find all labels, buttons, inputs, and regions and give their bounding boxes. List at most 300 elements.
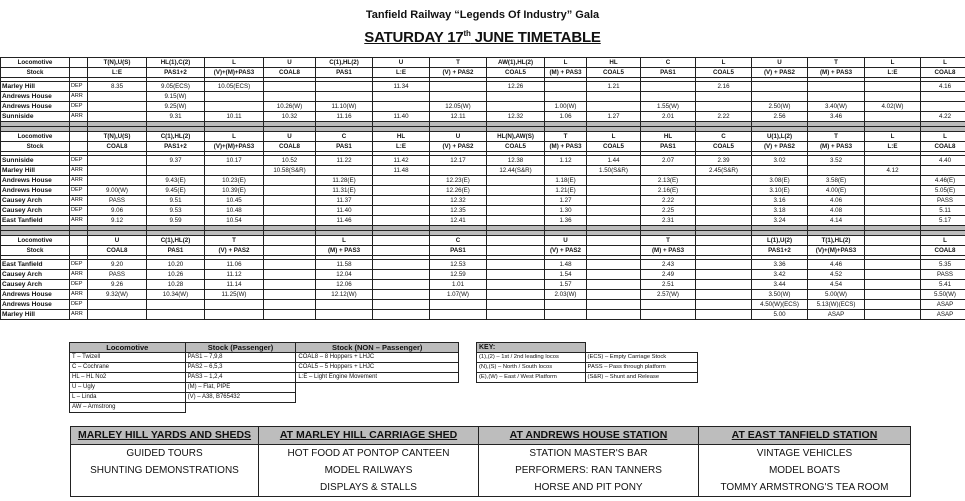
station-name: Causey Arch (1, 270, 70, 280)
time-cell (587, 92, 641, 102)
key-item: (1),(2) – 1st / 2nd leading locos (477, 353, 586, 363)
stock-cell: (V) + PAS2 (545, 246, 587, 256)
legend-header-locomotive: Locomotive (70, 343, 186, 353)
time-cell: 9.51 (147, 196, 205, 206)
time-cell: 1.01 (430, 280, 487, 290)
stock-cell: (M) + PAS3 (545, 68, 587, 78)
time-cell (587, 102, 641, 112)
stock-cell: PAS1+2 (147, 142, 205, 152)
time-cell: 1.00(W) (545, 102, 587, 112)
dir-blank (70, 236, 88, 246)
direction: ARR (70, 196, 88, 206)
stock-cell: COAL5 (696, 142, 752, 152)
stock-cell (373, 246, 430, 256)
key-title-spacer (585, 343, 697, 353)
time-cell: 10.26 (147, 270, 205, 280)
time-cell: 12.44(S&R) (487, 166, 545, 176)
time-cell: PASS (921, 196, 965, 206)
locomotive-cell (696, 236, 752, 246)
locomotive-cell: T (808, 132, 865, 142)
time-cell: 9.59 (147, 216, 205, 226)
time-cell: 9.05(ECS) (147, 82, 205, 92)
locomotive-cell: U (88, 236, 147, 246)
time-cell: 10.11 (205, 112, 264, 122)
time-cell (316, 310, 373, 320)
time-cell: 1.36 (545, 216, 587, 226)
time-cell (696, 310, 752, 320)
event-item: HOT FOOD AT PONTOP CANTEEN (287, 448, 450, 459)
time-cell: 2.31 (641, 216, 696, 226)
time-cell (865, 216, 921, 226)
station-name: Andrews House (1, 290, 70, 300)
stock-cell: PAS1 (316, 68, 373, 78)
legend-passenger: PAS3 – 1,2,4 (185, 373, 296, 383)
locomotive-cell: T (808, 58, 865, 68)
table-row (1, 310, 965, 320)
time-cell: 11.22 (316, 156, 373, 166)
event-item: TOMMY ARMSTRONG'S TEA ROOM (720, 482, 889, 493)
time-cell (641, 166, 696, 176)
time-cell: 12.41 (430, 216, 487, 226)
table-row (1, 280, 965, 290)
time-cell: 4.00(E) (808, 186, 865, 196)
dir-blank (70, 142, 88, 152)
stock-cell: L:E (88, 68, 147, 78)
time-cell (205, 102, 264, 112)
time-cell (88, 92, 147, 102)
table-row (1, 156, 965, 166)
time-cell (641, 300, 696, 310)
time-cell: 4.54 (808, 280, 865, 290)
time-cell (430, 310, 487, 320)
time-cell (808, 166, 865, 176)
time-cell: 10.05(ECS) (205, 82, 264, 92)
time-cell (88, 310, 147, 320)
direction: DEP (70, 300, 88, 310)
time-cell (545, 300, 587, 310)
time-cell: 11.40 (316, 206, 373, 216)
time-cell: 1.27 (545, 196, 587, 206)
time-cell: 11.37 (316, 196, 373, 206)
table-row (1, 260, 965, 270)
time-cell (430, 92, 487, 102)
locomotive-cell: C (696, 132, 752, 142)
time-cell: 12.53 (430, 260, 487, 270)
locomotive-cell: L (545, 58, 587, 68)
time-cell: 10.34(W) (147, 290, 205, 300)
time-cell (264, 186, 316, 196)
time-cell: 4.22 (921, 112, 965, 122)
locomotive-cell: C(1),HL(2) (147, 236, 205, 246)
stock-cell: (V) + PAS2 (752, 142, 808, 152)
time-cell (865, 186, 921, 196)
time-cell: 2.49 (641, 270, 696, 280)
legend-loco: U – Ugly (70, 383, 186, 393)
time-cell: 2.13(E) (641, 176, 696, 186)
key-title: KEY: (477, 343, 586, 353)
time-cell: 10.58(S&R) (264, 166, 316, 176)
time-cell (696, 176, 752, 186)
time-cell (587, 176, 641, 186)
key-item: (E),(W) – East / West Platform (477, 373, 586, 383)
time-cell: 4.06 (808, 196, 865, 206)
time-cell: 2.51 (641, 280, 696, 290)
time-cell: 11.34 (373, 82, 430, 92)
time-cell: 10.45 (205, 196, 264, 206)
time-cell (88, 112, 147, 122)
time-cell (587, 300, 641, 310)
time-cell (587, 290, 641, 300)
time-cell (205, 92, 264, 102)
time-cell (264, 92, 316, 102)
stock-cell: (V) + PAS2 (430, 68, 487, 78)
stock-cell: (M) + PAS3 (808, 68, 865, 78)
station-name: Sunniside (1, 112, 70, 122)
timetable (0, 57, 965, 320)
stock-cell: COAL5 (487, 142, 545, 152)
time-cell (373, 280, 430, 290)
time-cell (545, 92, 587, 102)
stock-cell (264, 246, 316, 256)
table-row (1, 92, 965, 102)
locomotive-cell: HL (641, 132, 696, 142)
time-cell (808, 92, 865, 102)
event-item: MODEL BOATS (768, 465, 841, 476)
locomotive-cell: HL (373, 132, 430, 142)
time-cell: 1.27 (587, 112, 641, 122)
direction: ARR (70, 270, 88, 280)
legend-non-passenger: L:E – Light Engine Movement (296, 373, 459, 383)
time-cell (487, 310, 545, 320)
time-cell: 3.42 (752, 270, 808, 280)
time-cell (264, 216, 316, 226)
direction: DEP (70, 102, 88, 112)
time-cell (264, 310, 316, 320)
locomotive-cell: U (264, 58, 316, 68)
legend-empty (296, 383, 459, 393)
key-item: PASS – Pass through platform (585, 363, 697, 373)
time-cell: 1.06 (545, 112, 587, 122)
time-cell (430, 166, 487, 176)
stock-cell: COAL8 (264, 68, 316, 78)
time-cell (587, 196, 641, 206)
time-cell: 5.41 (921, 280, 965, 290)
time-cell: 1.57 (545, 280, 587, 290)
table-row (1, 176, 965, 186)
table-row (1, 290, 965, 300)
time-cell: 2.01 (641, 112, 696, 122)
time-cell (865, 92, 921, 102)
time-cell (487, 206, 545, 216)
time-cell: 4.50(W)(ECS) (752, 300, 808, 310)
events-header-andrews-house: AT ANDREWS HOUSE STATION (479, 427, 699, 445)
table-row (1, 206, 965, 216)
time-cell (696, 102, 752, 112)
time-cell (373, 310, 430, 320)
time-cell (205, 300, 264, 310)
events-header-marley-hill-yards: MARLEY HILL YARDS AND SHEDS (71, 427, 259, 445)
time-cell: ASAP (921, 300, 965, 310)
time-cell (696, 92, 752, 102)
time-cell: 3.10(E) (752, 186, 808, 196)
time-cell: 5.17 (921, 216, 965, 226)
locomotive-cell: T (205, 236, 264, 246)
time-cell (865, 300, 921, 310)
time-cell: 3.58(E) (808, 176, 865, 186)
time-cell (865, 206, 921, 216)
time-cell (921, 92, 965, 102)
time-cell (865, 176, 921, 186)
time-cell (587, 270, 641, 280)
time-cell: 9.15(W) (147, 92, 205, 102)
time-cell: 5.13(W)(ECS) (808, 300, 865, 310)
stock-cell: PAS1 (430, 246, 487, 256)
time-cell: 9.32(W) (88, 290, 147, 300)
time-cell (865, 82, 921, 92)
locomotive-cell: T(N),U(S) (88, 132, 147, 142)
events-list-andrews-house (479, 445, 699, 497)
locomotive-cell (487, 236, 545, 246)
station-name: Sunniside (1, 156, 70, 166)
events-list-east-tanfield (699, 445, 911, 497)
key-item: (N),(S) – North / South locos (477, 363, 586, 373)
table-row (1, 216, 965, 226)
locomotive-cell: C (316, 132, 373, 142)
time-cell (865, 280, 921, 290)
event-item: STATION MASTER'S BAR (529, 448, 648, 459)
time-cell: 2.43 (641, 260, 696, 270)
time-cell (641, 82, 696, 92)
time-cell: 10.20 (147, 260, 205, 270)
time-cell: 2.07 (641, 156, 696, 166)
time-cell (487, 186, 545, 196)
timetable-title-main: SATURDAY 17 (364, 29, 464, 46)
direction: DEP (70, 260, 88, 270)
legend-loco: T – Twizell (70, 353, 186, 363)
time-cell: 11.42 (373, 156, 430, 166)
table-row (1, 102, 965, 112)
time-cell: 11.58 (316, 260, 373, 270)
time-cell: 2.16 (696, 82, 752, 92)
time-cell: 12.32 (487, 112, 545, 122)
locomotive-cell: U (373, 58, 430, 68)
time-cell (88, 176, 147, 186)
time-cell (373, 270, 430, 280)
time-cell: 11.06 (205, 260, 264, 270)
time-cell (865, 196, 921, 206)
legend-passenger: PAS1 – 7,9,8 (185, 353, 296, 363)
time-cell (587, 310, 641, 320)
locomotive-cell: U (264, 132, 316, 142)
station-name: East Tanfield (1, 216, 70, 226)
time-cell: 1.48 (545, 260, 587, 270)
time-cell (147, 300, 205, 310)
locomotive-cell (373, 236, 430, 246)
time-cell (373, 92, 430, 102)
time-cell: 10.23(E) (205, 176, 264, 186)
time-cell: 4.12 (865, 166, 921, 176)
time-cell: 1.44 (587, 156, 641, 166)
time-cell (264, 196, 316, 206)
time-cell: 11.25(W) (205, 290, 264, 300)
time-cell: 12.32 (430, 196, 487, 206)
direction: DEP (70, 82, 88, 92)
time-cell: 3.46 (808, 112, 865, 122)
stock-cell: COAL8 (921, 142, 965, 152)
locomotive-cell: L (205, 132, 264, 142)
locomotive-cell: HL(N),AW(S) (487, 132, 545, 142)
table-row (1, 112, 965, 122)
time-cell: 4.02(W) (865, 102, 921, 112)
dir-blank (70, 68, 88, 78)
station-name: Andrews House (1, 186, 70, 196)
time-cell: 12.17 (430, 156, 487, 166)
time-cell (430, 300, 487, 310)
locomotive-cell: C(1),HL(2) (316, 58, 373, 68)
time-cell: 1.21(E) (545, 186, 587, 196)
stock-cell: PAS1 (641, 68, 696, 78)
time-cell: 1.50(S&R) (587, 166, 641, 176)
time-cell: 1.54 (545, 270, 587, 280)
time-cell (752, 82, 808, 92)
time-cell (88, 156, 147, 166)
direction: DEP (70, 280, 88, 290)
stock-cell: L:E (373, 142, 430, 152)
time-cell: 9.43(E) (147, 176, 205, 186)
locomotive-cell: C(1),HL(2) (147, 132, 205, 142)
table-row (1, 186, 965, 196)
locomotive-row (1, 58, 965, 68)
events-table (70, 426, 911, 497)
locomotive-cell: L (921, 132, 965, 142)
stock-cell: COAL8 (921, 68, 965, 78)
stock-cell: COAL8 (921, 246, 965, 256)
time-cell (487, 260, 545, 270)
time-cell (865, 290, 921, 300)
time-cell: 9.12 (88, 216, 147, 226)
time-cell (88, 102, 147, 112)
station-name: Andrews House (1, 92, 70, 102)
time-cell: 9.31 (147, 112, 205, 122)
station-name: Andrews House (1, 176, 70, 186)
time-cell (921, 166, 965, 176)
time-cell: 10.54 (205, 216, 264, 226)
stock-cell: COAL8 (264, 142, 316, 152)
time-cell (264, 300, 316, 310)
time-cell (587, 216, 641, 226)
time-cell (373, 300, 430, 310)
stock-cell: PAS1 (316, 142, 373, 152)
time-cell (587, 260, 641, 270)
time-cell: 1.18(E) (545, 176, 587, 186)
time-cell: 2.16(E) (641, 186, 696, 196)
event-item: GUIDED TOURS (126, 448, 203, 459)
time-cell (430, 82, 487, 92)
time-cell: 11.12 (205, 270, 264, 280)
stock-label: Stock (1, 246, 70, 256)
time-cell: 10.26(W) (264, 102, 316, 112)
locomotive-cell: U (545, 236, 587, 246)
time-cell: 10.17 (205, 156, 264, 166)
time-cell (373, 206, 430, 216)
time-cell: 5.00(W) (808, 290, 865, 300)
direction: ARR (70, 112, 88, 122)
time-cell: 5.35 (921, 260, 965, 270)
time-cell: 9.06 (88, 206, 147, 216)
time-cell: 9.53 (147, 206, 205, 216)
time-cell: 10.32 (264, 112, 316, 122)
stock-cell: (M) + PAS3 (316, 246, 373, 256)
stock-cell: PAS1+2 (752, 246, 808, 256)
stock-cell: PAS1+2 (147, 68, 205, 78)
time-cell: 12.38 (487, 156, 545, 166)
time-cell (587, 280, 641, 290)
time-cell: 11.10(W) (316, 102, 373, 112)
time-cell (373, 196, 430, 206)
time-cell (264, 176, 316, 186)
events-header-marley-hill-carriage-shed: AT MARLEY HILL CARRIAGE SHED (259, 427, 479, 445)
time-cell (808, 82, 865, 92)
time-cell (316, 82, 373, 92)
station-name: East Tanfield (1, 260, 70, 270)
time-cell (752, 92, 808, 102)
time-cell (205, 310, 264, 320)
time-cell: 11.16 (316, 112, 373, 122)
event-item: MODEL RAILWAYS (324, 465, 413, 476)
station-name: Marley Hill (1, 82, 70, 92)
station-name: Causey Arch (1, 196, 70, 206)
legend-loco: AW – Armstrong (70, 403, 186, 413)
locomotive-row (1, 132, 965, 142)
time-cell: ASAP (808, 310, 865, 320)
time-cell: 2.57(W) (641, 290, 696, 300)
direction: DEP (70, 156, 88, 166)
time-cell (587, 206, 641, 216)
time-cell (88, 300, 147, 310)
time-cell (696, 260, 752, 270)
legend-header-passenger: Stock (Passenger) (185, 343, 296, 353)
key-item: (S&R) – Shunt and Release (585, 373, 697, 383)
time-cell: 12.59 (430, 270, 487, 280)
time-cell (641, 92, 696, 102)
time-cell (264, 270, 316, 280)
time-cell: 2.22 (696, 112, 752, 122)
time-cell: 10.39(E) (205, 186, 264, 196)
station-name: Causey Arch (1, 206, 70, 216)
time-cell: 4.16 (921, 82, 965, 92)
time-cell: 12.11 (430, 112, 487, 122)
time-cell: 3.08(E) (752, 176, 808, 186)
legend-empty (296, 403, 459, 413)
time-cell (316, 166, 373, 176)
stock-cell: L:E (865, 68, 921, 78)
stock-cell (696, 246, 752, 256)
locomotive-cell: C (641, 58, 696, 68)
time-cell: 9.37 (147, 156, 205, 166)
locomotive-cell: AW(1),HL(2) (487, 58, 545, 68)
timetable-title-rest: JUNE TIMETABLE (470, 29, 601, 46)
time-cell: 11.46 (316, 216, 373, 226)
legend-header-non-passenger: Stock (NON – Passenger) (296, 343, 459, 353)
time-cell (264, 206, 316, 216)
station-name: Marley Hill (1, 166, 70, 176)
time-cell: 12.12(W) (316, 290, 373, 300)
time-cell (487, 196, 545, 206)
time-cell (373, 216, 430, 226)
dir-blank (70, 58, 88, 68)
table-row (1, 166, 965, 176)
locomotive-cell: L (316, 236, 373, 246)
